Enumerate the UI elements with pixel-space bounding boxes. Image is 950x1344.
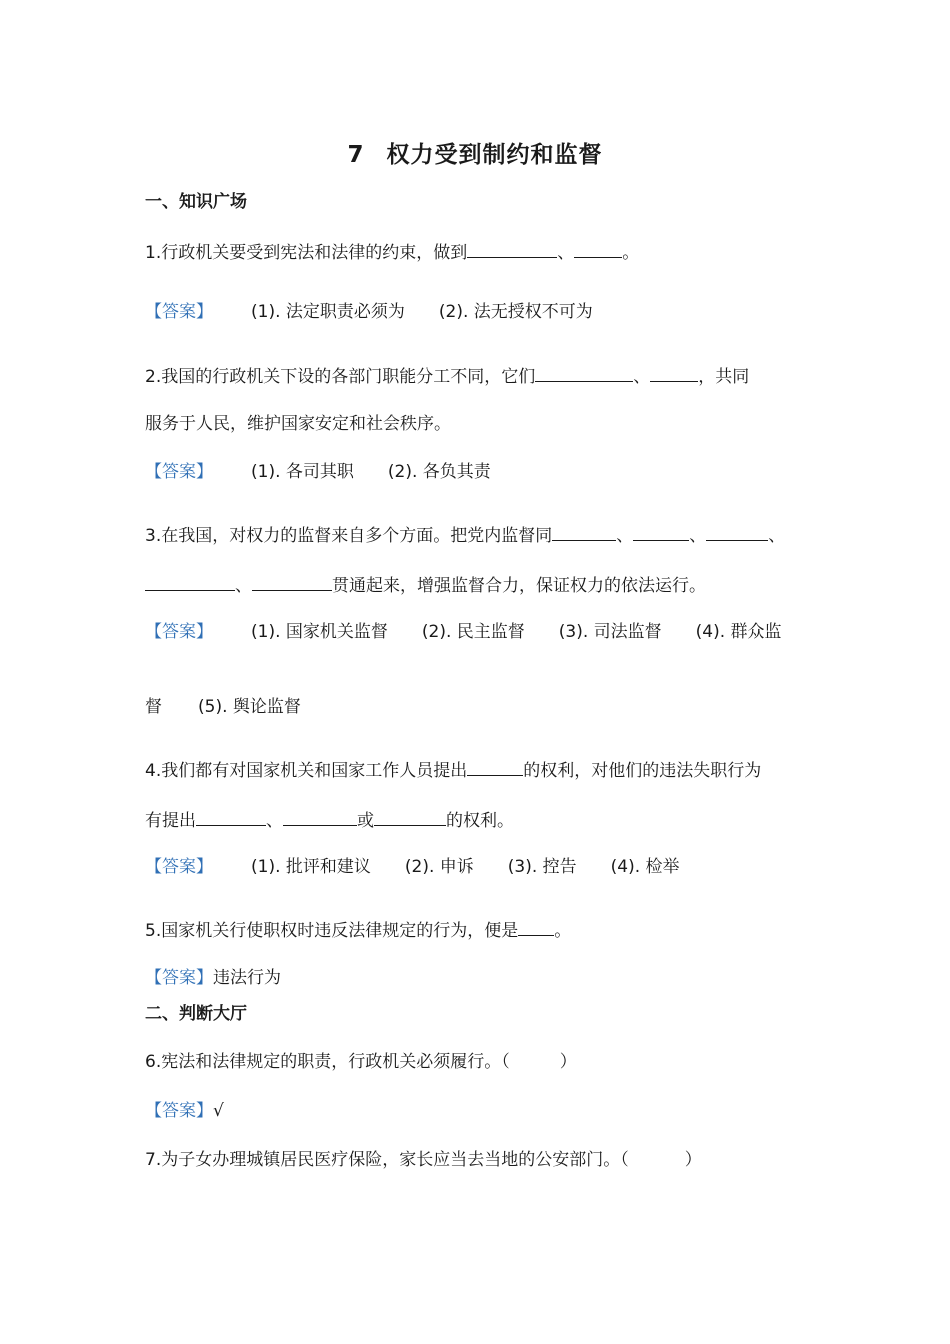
bracket-close: ）: [559, 1052, 577, 1072]
answer-3-line-2: [145, 695, 301, 719]
answer-item: (2). 民主监督: [421, 622, 525, 642]
question-4-line-2: [145, 807, 514, 833]
title-text: 权力受到制约和监督: [386, 142, 603, 168]
separator: 、: [557, 243, 575, 263]
question-2-continuation: ，共同: [698, 367, 750, 387]
answer-2: [145, 460, 491, 484]
answer-tag: 【答案】: [145, 968, 213, 988]
answer-item: (4). 群众监: [695, 622, 782, 642]
answer-blank: [650, 363, 698, 382]
answer-blank: [518, 917, 554, 936]
answer-blank: [633, 522, 689, 541]
check-mark: √: [213, 1101, 224, 1121]
question-7-text: 7.为子女办理城镇居民医疗保险，家长应当去当地的公安部门。（: [145, 1150, 629, 1170]
question-5-text: 5.国家机关行使职权时违反法律规定的行为，便是: [145, 921, 519, 941]
question-5: [145, 917, 571, 943]
question-4-line-2-text: 有提出: [145, 811, 196, 831]
question-3-continuation: 贯通起来，增强监督合力，保证权力的依法运行。: [332, 576, 706, 596]
answer-item: (4). 检举: [610, 857, 680, 877]
page-title: [0, 136, 950, 169]
separator: 、: [768, 526, 786, 546]
question-2: [145, 363, 749, 389]
separator: 、: [689, 526, 707, 546]
answer-blank: [574, 239, 622, 258]
question-6: [145, 1050, 577, 1074]
answer-1: [145, 300, 593, 324]
bracket-close: ）: [684, 1150, 702, 1170]
separator: 、: [633, 367, 651, 387]
separator: 、: [616, 526, 634, 546]
question-3: [145, 522, 785, 548]
answer-tag: 【答案】: [145, 462, 213, 482]
answer-item: (2). 法无授权不可为: [438, 302, 593, 322]
answer-blank: [467, 239, 557, 258]
answer-4: [145, 855, 680, 879]
question-2-line-2: 服务于人民，维护国家安定和社会秩序。: [145, 414, 451, 434]
question-2-text: 2.我国的行政机关下设的各部门职能分工不同，它们: [145, 367, 536, 387]
answer-blank: [145, 572, 235, 591]
answer-item: (3). 控告: [507, 857, 577, 877]
answer-tag: 【答案】: [145, 857, 213, 877]
punctuation: 。: [554, 921, 572, 941]
separator: 、: [266, 811, 283, 831]
question-4: [145, 757, 761, 783]
question-4-continuation: 的权利，对他们的违法失职行为: [523, 761, 762, 781]
question-4-ending: 的权利。: [446, 811, 514, 831]
question-3-text: 3.在我国，对权力的监督来自多个方面。把党内监督同: [145, 526, 553, 546]
answer-item: (2). 申诉: [404, 857, 474, 877]
separator: 、: [235, 576, 252, 596]
answer-item: (3). 司法监督: [558, 622, 662, 642]
question-4-text: 4.我们都有对国家机关和国家工作人员提出: [145, 761, 468, 781]
answer-blank: [467, 757, 523, 776]
question-6-text: 6.宪法和法律规定的职责，行政机关必须履行。（: [145, 1052, 510, 1072]
conjunction: 或: [357, 811, 374, 831]
answer-item: (1). 国家机关监督: [251, 622, 388, 642]
title-number: 7: [347, 142, 365, 168]
question-1: [145, 239, 639, 265]
answer-item: (1). 各司其职: [251, 462, 354, 482]
answer-tag: 【答案】: [145, 1101, 213, 1121]
answer-3: [145, 620, 782, 644]
answer-blank: [706, 522, 768, 541]
question-7: [145, 1148, 702, 1172]
answer-blank: [552, 522, 616, 541]
answer-continuation: 督: [145, 697, 162, 717]
answer-tag: 【答案】: [145, 302, 213, 322]
answer-item: (2). 各负其责: [387, 462, 491, 482]
question-1-text: 1.行政机关要受到宪法和法律的约束，做到: [145, 243, 468, 263]
answer-5: [145, 966, 281, 990]
question-3-line-2: [145, 572, 706, 598]
punctuation: 。: [622, 243, 640, 263]
answer-blank: [252, 572, 332, 591]
answer-tag: 【答案】: [145, 622, 213, 642]
answer-blank: [283, 807, 357, 826]
answer-text: 违法行为: [213, 968, 281, 988]
answer-item: (1). 法定职责必须为: [251, 302, 405, 322]
answer-6: [145, 1099, 224, 1123]
answer-item: (1). 批评和建议: [251, 857, 371, 877]
section-heading-knowledge: 一、知识广场: [145, 192, 247, 212]
answer-blank: [374, 807, 446, 826]
section-heading-judgement: 二、判断大厅: [145, 1004, 247, 1024]
answer-blank: [196, 807, 266, 826]
answer-item: (5). 舆论监督: [198, 697, 301, 717]
answer-blank: [535, 363, 633, 382]
